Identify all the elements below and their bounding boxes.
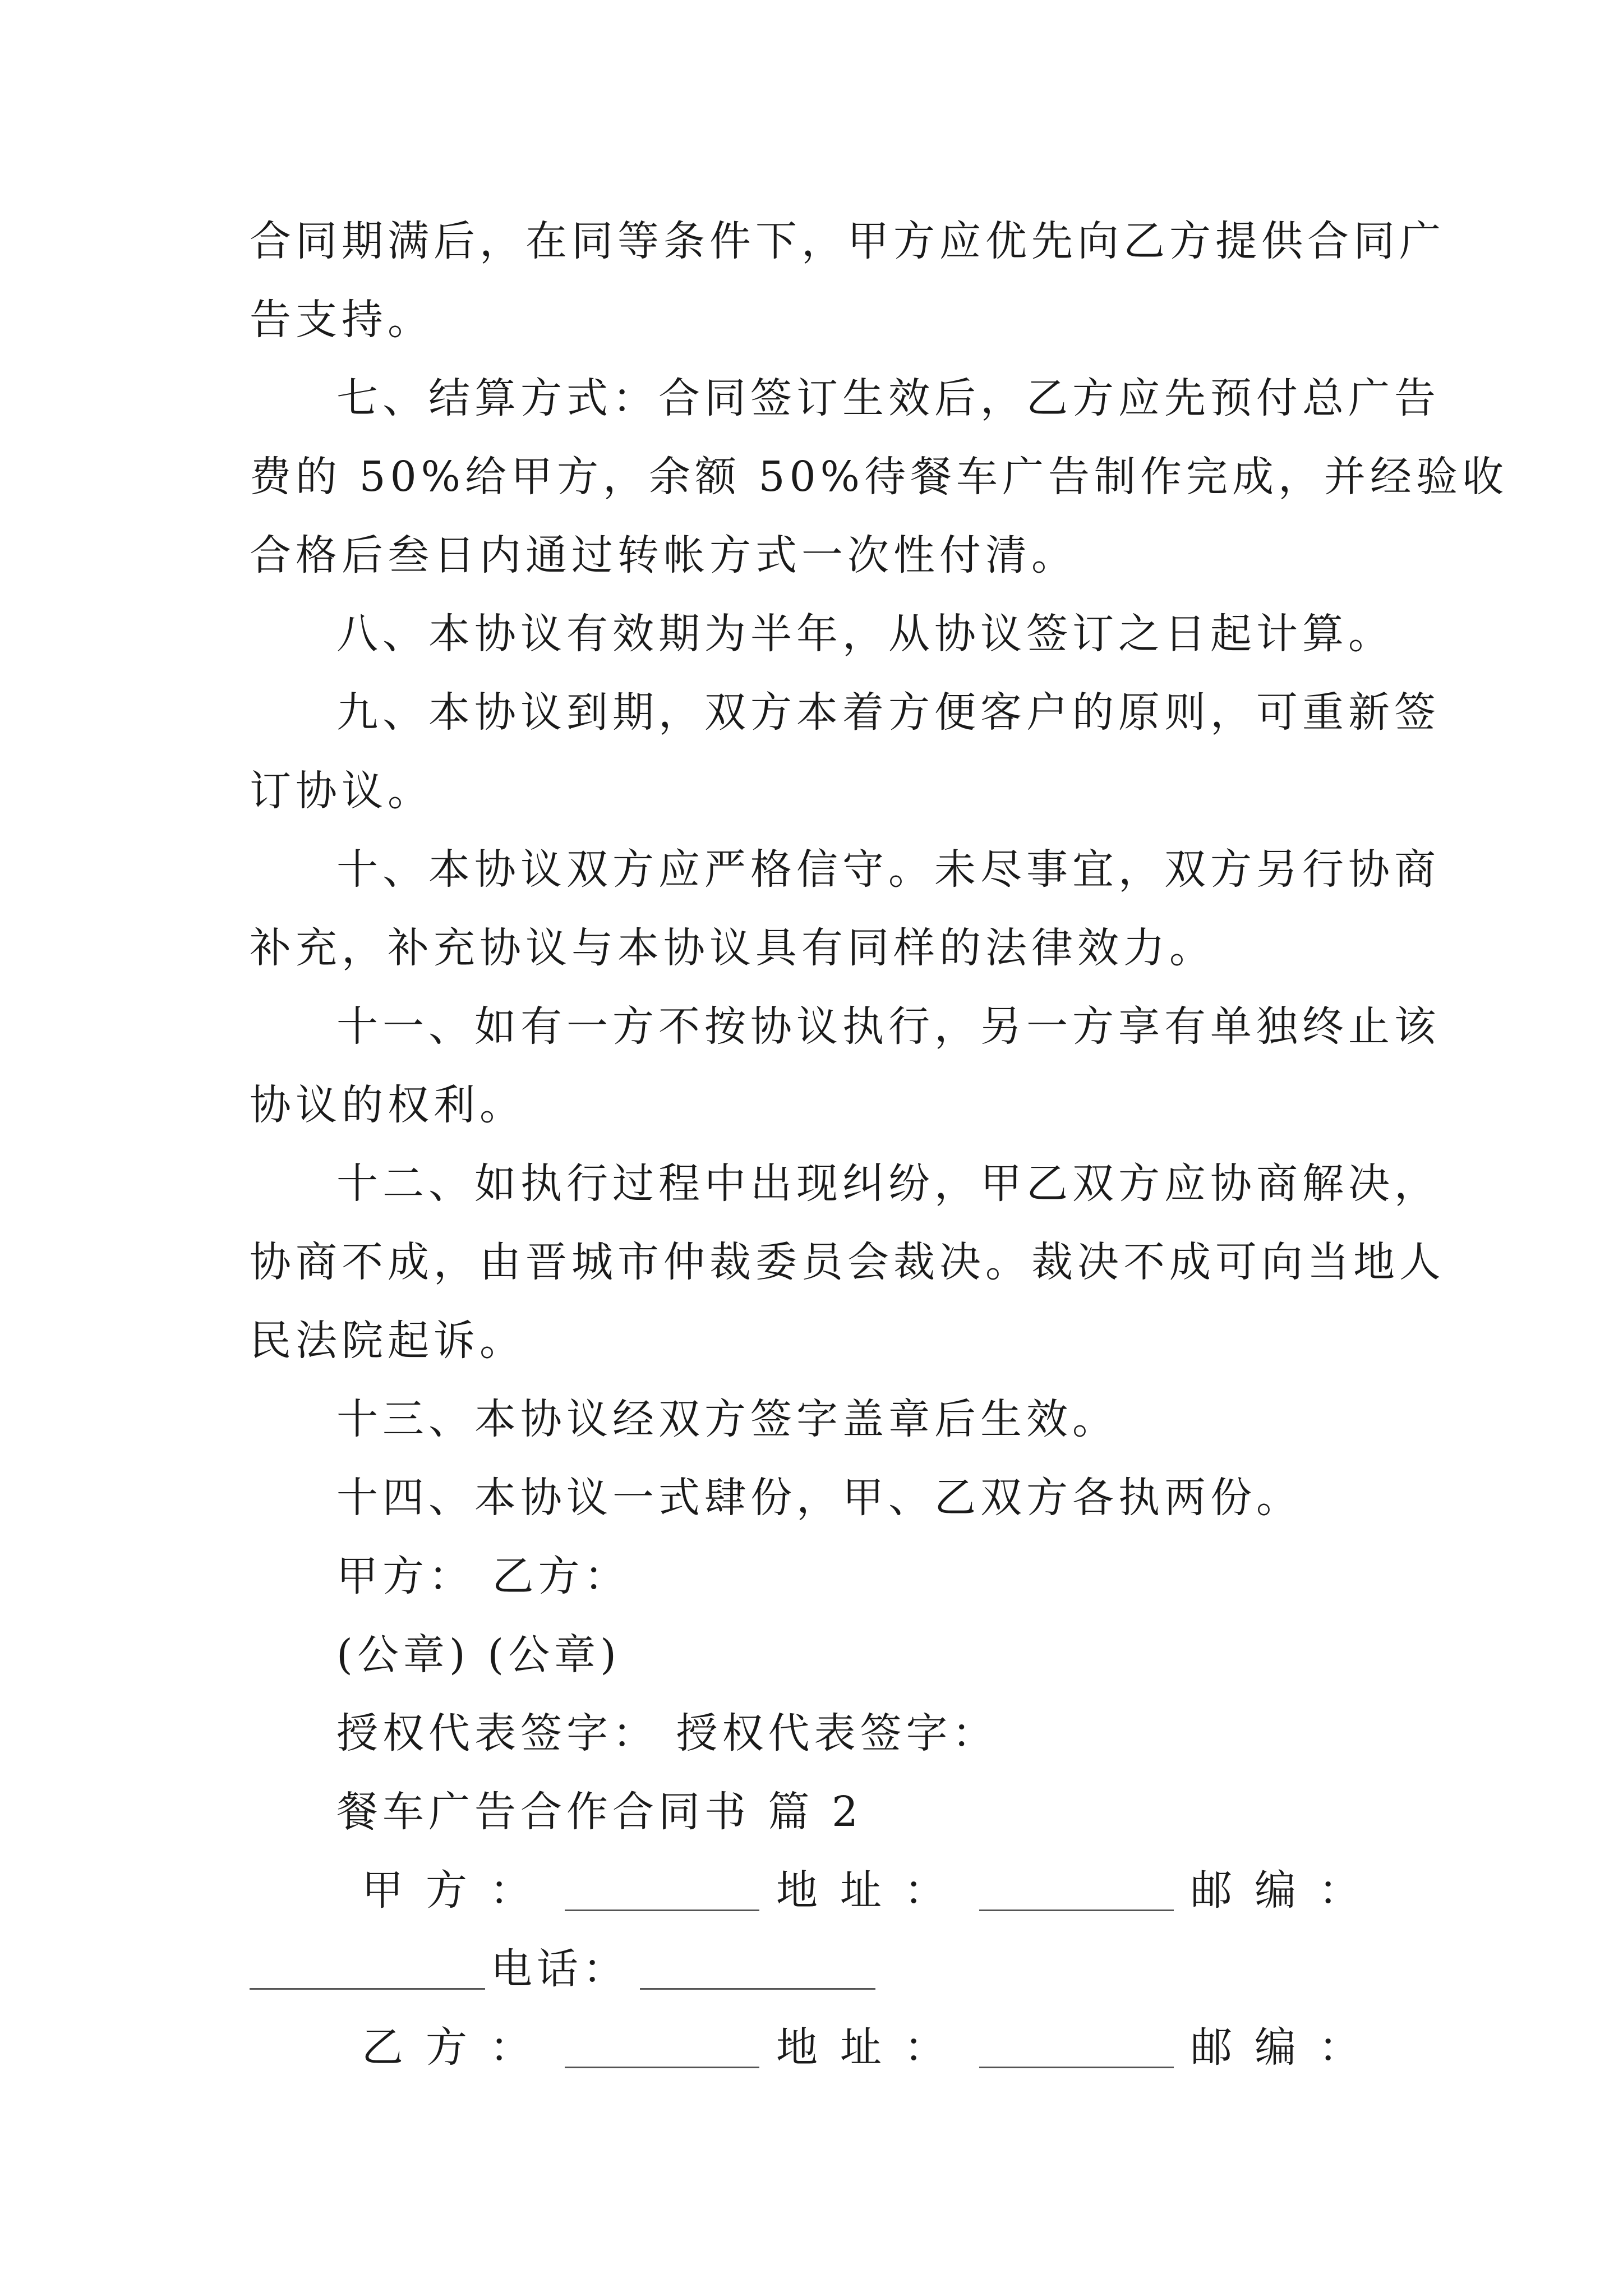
clause-12-line: 十二、如执行过程中出现纠纷，甲乙双方应协商解决，: [336, 1159, 1440, 1208]
signature-parties: 甲方： 乙方：: [336, 1552, 630, 1600]
clause-7-line: 合格后叁日内通过转帐方式一次性付清。: [250, 531, 1077, 579]
signature-seals: (公章) (公章): [336, 1631, 621, 1679]
phone-a-blank[interactable]: [640, 1949, 875, 1990]
paragraph-line: 告支持。: [250, 296, 434, 344]
clause-9-line: 订协议。: [250, 767, 434, 815]
signature-signers: 授权代表签字： 授权代表签字：: [336, 1709, 998, 1757]
phone-label: 电话：: [491, 1945, 629, 1993]
party-b-label: 乙方：: [362, 2023, 554, 2072]
clause-14-line: 十四、本协议一式肆份，甲、乙双方各执两份。: [336, 1474, 1302, 1522]
contract-body: [250, 0, 1508, 2296]
party-a-label: 甲方：: [362, 1866, 554, 1915]
clause-9-line: 九、本协议到期，双方本着方便客户的原则，可重新签: [336, 688, 1440, 737]
clause-8-line: 八、本协议有效期为半年，从协议签订之日起计算。: [336, 610, 1394, 658]
address-a-blank[interactable]: [979, 1870, 1174, 1911]
postcode-a-blank[interactable]: [250, 1949, 485, 1990]
clause-13-line: 十三、本协议经双方签字盖章后生效。: [336, 1395, 1118, 1443]
clause-7-line: 七、结算方式：合同签订生效后，乙方应先预付总广告: [336, 374, 1440, 422]
clause-12-line: 协商不成，由晋城市仲裁委员会裁决。裁决不成可向当地人: [250, 1238, 1445, 1286]
party-a-blank[interactable]: [565, 1870, 759, 1911]
party-a-row: [250, 1851, 1382, 1930]
clause-12-line: 民法院起诉。: [250, 1317, 525, 1365]
clause-7-line: 费的 50%给甲方，余额 50%待餐车广告制作完成，并经验收: [250, 453, 1508, 501]
paragraph-line: 合同期满后，在同等条件下，甲方应优先向乙方提供合同广: [250, 217, 1445, 265]
section-2-title: 餐车广告合作合同书 篇 2: [336, 1788, 863, 1836]
postcode-label: 邮编：: [1191, 2023, 1382, 2072]
clause-10-line: 补充，补充协议与本协议具有同样的法律效力。: [250, 924, 1215, 972]
address-label: 地址：: [776, 2023, 968, 2072]
party-a-phone-row: [250, 1930, 1382, 2008]
party-b-row: [250, 2008, 1382, 2087]
clause-11-line: 十一、如有一方不按协议执行，另一方享有单独终止该: [336, 1002, 1440, 1051]
clause-10-line: 十、本协议双方应严格信守。未尽事宜，双方另行协商: [336, 845, 1440, 894]
party-b-blank[interactable]: [565, 2027, 759, 2068]
address-label: 地址：: [776, 1866, 968, 1915]
clause-11-line: 协议的权利。: [250, 1081, 525, 1129]
postcode-label: 邮编：: [1191, 1866, 1382, 1915]
address-b-blank[interactable]: [979, 2027, 1174, 2068]
